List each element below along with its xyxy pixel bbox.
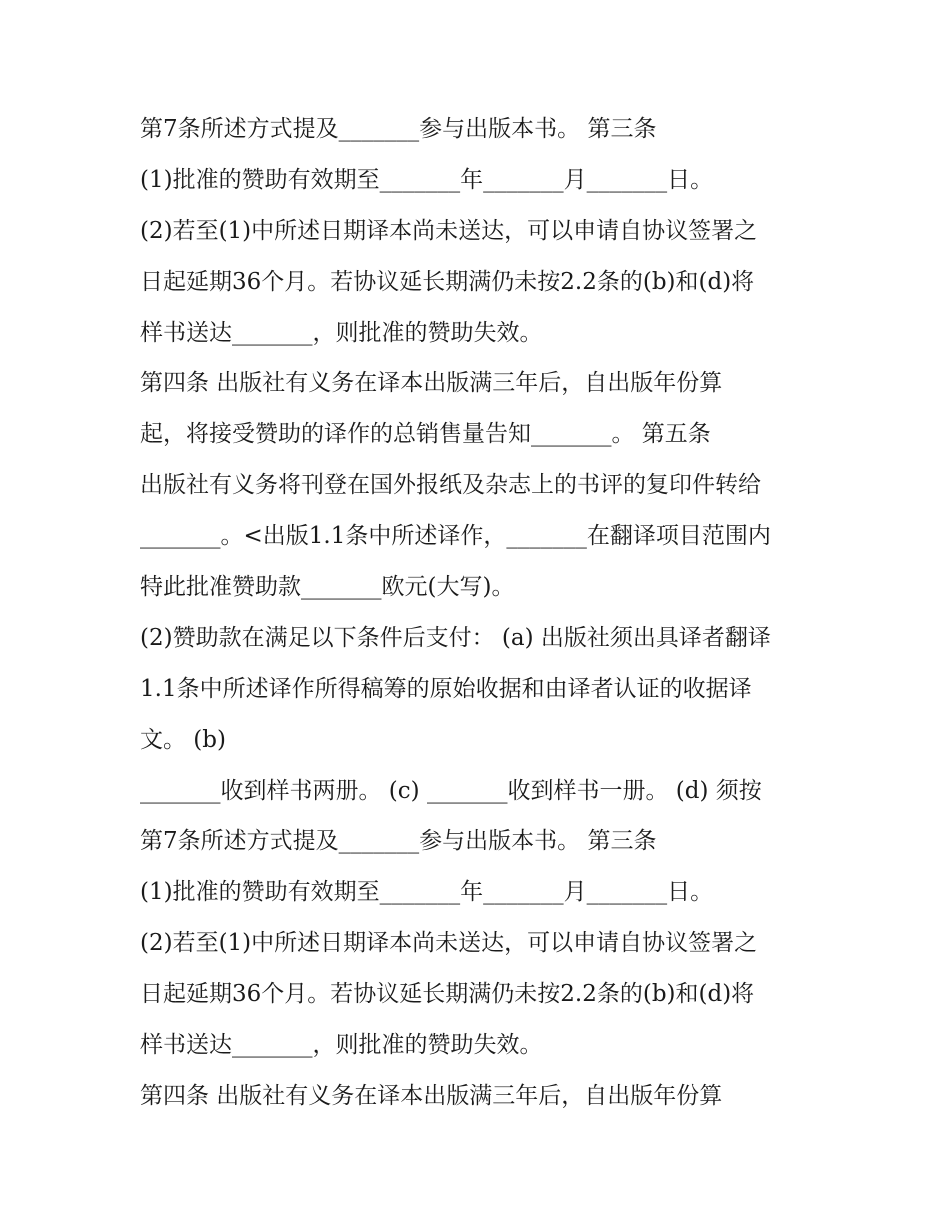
text-line: (2)赞助款在满足以下条件后支付： (a) 出版社须出具译者翻译 xyxy=(140,624,771,651)
text-line: (1)批准的赞助有效期至_______年_______月_______日。 xyxy=(140,166,714,193)
text-line: 日起延期36个月。若协议延长期满仍未按2.2条的(b)和(d)将 xyxy=(140,981,755,1008)
text-line: (1)批准的赞助有效期至_______年_______月_______日。 xyxy=(140,879,714,906)
text-line: 第7条所述方式提及_______参与出版本书。 第三条 xyxy=(140,116,657,142)
text-line: _______收到样书两册。 (c) _______收到样书一册。 (d) 须按 xyxy=(140,777,762,804)
text-line: 第四条 出版社有义务在译本出版满三年后，自出版年份算 xyxy=(140,370,723,397)
text-line: 第四条 出版社有义务在译本出版满三年后，自出版年份算 xyxy=(140,1082,723,1109)
text-line: 第7条所述方式提及_______参与出版本书。 第三条 xyxy=(140,828,657,855)
text-line: 出版社有义务将刊登在国外报纸及杂志上的书评的复印件转给 xyxy=(140,472,761,499)
document-body xyxy=(140,104,830,1122)
text-line: 起，将接受赞助的译作的总销售量告知_______。 第五条 xyxy=(140,421,711,448)
text-line: 文。 (b) xyxy=(140,726,226,753)
text-line: 日起延期36个月。若协议延长期满仍未按2.2条的(b)和(d)将 xyxy=(140,268,755,295)
text-line: 1.1条中所述译作所得稿筹的原始收据和由译者认证的收据译 xyxy=(140,675,752,702)
text-line: 样书送达_______，则批准的赞助失效。 xyxy=(140,1032,543,1059)
text-line: 特此批准赞助款_______欧元(大写)。 xyxy=(140,574,515,601)
text-line: (2)若至(1)中所述日期译本尚未送达，可以申请自协议签署之 xyxy=(140,217,758,244)
text-line: 样书送达_______，则批准的赞助失效。 xyxy=(140,319,543,346)
text-line: (2)若至(1)中所述日期译本尚未送达，可以申请自协议签署之 xyxy=(140,930,758,957)
text-line: _______。<出版1.1条中所述译作，_______在翻译项目范围内 xyxy=(140,523,771,550)
